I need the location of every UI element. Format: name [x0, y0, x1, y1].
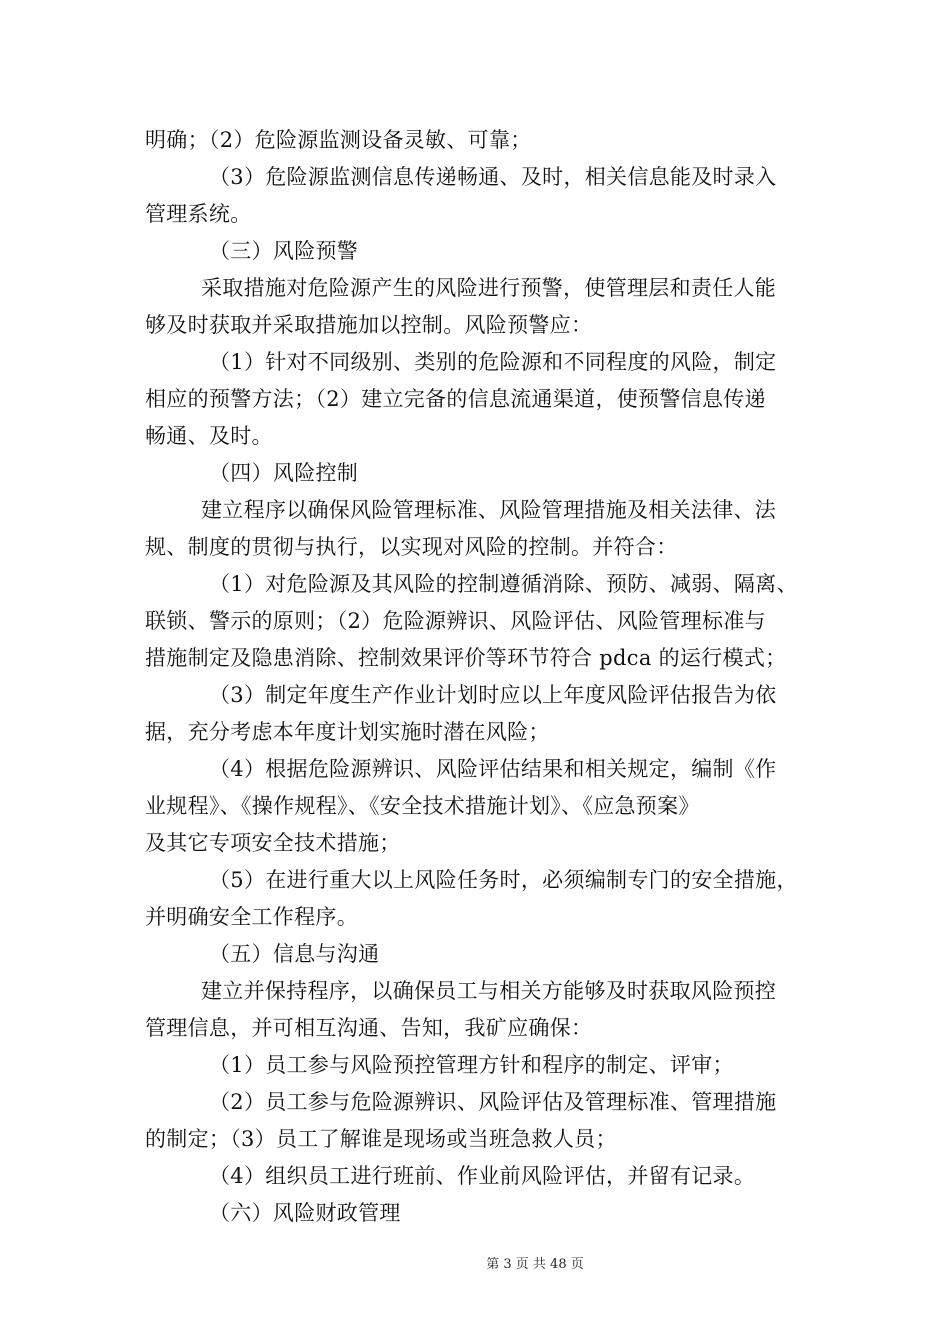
document-body [145, 122, 805, 1232]
text-line: （5）在进行重大以上风险任务时，必须编制专门的安全措施， [209, 868, 798, 892]
text-line: 畅通、及时。 [145, 424, 273, 448]
text-line: 的制定；（3）员工了解谁是现场或当班急救人员； [145, 1127, 617, 1151]
section-heading: （五）信息与沟通 [209, 942, 380, 966]
text-line: 管理系统。 [145, 202, 252, 226]
text-line: 明确；（2）危险源监测设备灵敏、可靠； [145, 128, 532, 152]
text-line: 相应的预警方法；（2）建立完备的信息流通渠道，使预警信息传递 [145, 387, 766, 411]
text-line: 联锁、警示的原则；（2）危险源辨识、风险评估、风险管理标准与 [145, 609, 766, 633]
text-line: （4）组织员工进行班前、作业前风险评估，并留有记录。 [209, 1164, 756, 1188]
page-number-footer: 第 3 页 共 48 页 [486, 1257, 584, 1272]
text-line: 据，充分考虑本年度计划实施时潜在风险； [145, 720, 550, 744]
text-line: （1）员工参与风险预控管理方针和程序的制定、评审； [209, 1053, 734, 1077]
text-line: （2）员工参与危险源辨识、风险评估及管理标准、管理措施 [209, 1090, 777, 1114]
text-line: （1）对危险源及其风险的控制遵循消除、预防、减弱、隔离、 [209, 572, 798, 596]
text-line: （3）制定年度生产作业计划时应以上年度风险评估报告为依 [209, 683, 777, 707]
text-line: 建立程序以确保风险管理标准、风险管理措施及相关法律、法 [201, 498, 777, 522]
text-line: 够及时获取并采取措施加以控制。风险预警应： [145, 313, 593, 337]
text-line: 采取措施对危险源产生的风险进行预警，使管理层和责任人能 [201, 276, 777, 300]
text-line: （1）针对不同级别、类别的危险源和不同程度的风险，制定 [209, 350, 777, 374]
text-line: 措施制定及隐患消除、控制效果评价等环节符合 pdca 的运行模式； [145, 646, 787, 670]
text-line: 并明确安全工作程序。 [145, 905, 358, 929]
section-heading: （六）风险财政管理 [209, 1201, 401, 1225]
section-heading: （三）风险预警 [209, 239, 359, 263]
text-line: 建立并保持程序，以确保员工与相关方能够及时获取风险预控 [201, 979, 777, 1003]
text-line: 业规程》、《操作规程》、《安全技术措施计划》、《应急预案》 [145, 794, 700, 818]
text-line: （4）根据危险源辨识、风险评估结果和相关规定，编制《作 [209, 757, 777, 781]
text-line: 规、制度的贯彻与执行，以实现对风险的控制。并符合： [145, 535, 678, 559]
section-heading: （四）风险控制 [209, 461, 359, 485]
text-line: 管理信息，并可相互沟通、告知，我矿应确保： [145, 1016, 593, 1040]
text-line: 及其它专项安全技术措施； [145, 831, 401, 855]
text-line: （3）危险源监测信息传递畅通、及时，相关信息能及时录入 [209, 165, 777, 189]
